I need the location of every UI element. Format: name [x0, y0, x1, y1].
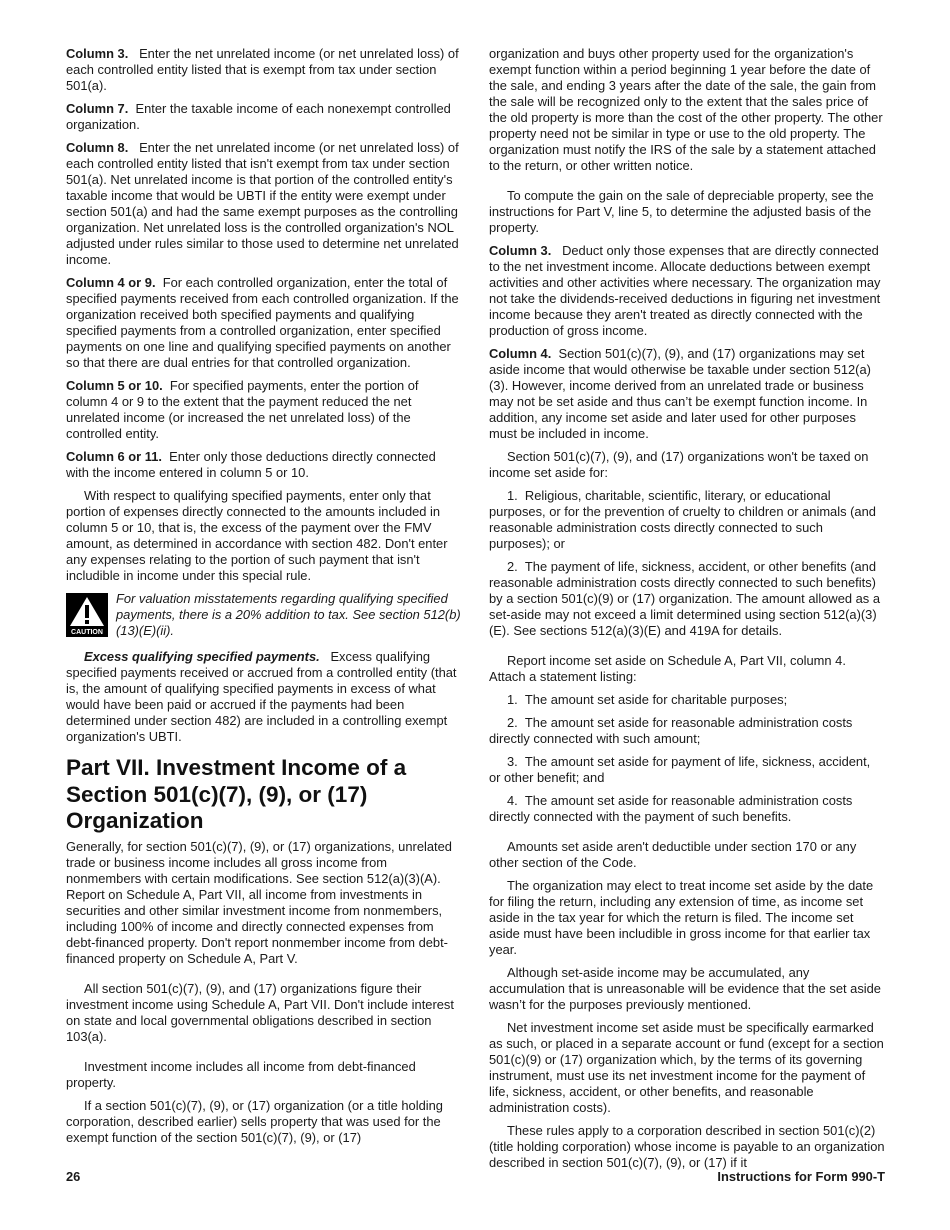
right-column-3-paragraph — [489, 243, 885, 339]
statement-list-item-2: 2. The amount set aside for reasonable administration costs directly connected with such amount; — [489, 715, 853, 746]
right-column-3-lead: Column 3. — [489, 243, 552, 258]
excess-payments-paragraph — [66, 649, 462, 745]
not-taxed-paragraph: Section 501(c)(7), (9), and (17) organizations won't be taxed on income set aside for: — [489, 449, 869, 480]
not-deductible-paragraph: Amounts set aside aren't deductible under section 170 or any other section of the Code. — [489, 839, 857, 870]
column-7-lead: Column 7. — [66, 101, 129, 116]
qualifying-payments-paragraph: With respect to qualifying specified payments, enter only that portion of expenses directly connected to the amounts included in column 5 or 10, that is, the excess of the payment over the FMV amount, as determined in accordance with section 482. Don't enter any expenses relating to the portion of such payment that isn't includible in income under this special rule. — [66, 488, 448, 583]
column-6-or-11-text: Enter only those deductions directly connected with the income entered in column 5 or 10. — [66, 449, 436, 480]
caution-icon — [66, 593, 108, 637]
column-8-lead: Column 8. — [66, 140, 129, 155]
column-6-or-11-paragraph — [66, 449, 462, 481]
title-holding-paragraph: These rules apply to a corporation described in section 501(c)(2) (title holding corporation) whose income is payable to an organization described in section 501(c)(7), (9), or (17) if it — [489, 1123, 885, 1170]
document-title: Instructions for Form 990-T — [717, 1169, 885, 1184]
column-8-text: Enter the net unrelated income (or net unrelated loss) of each controlled entity listed that isn't exempt from tax under section 501(a). Net unrelated income is that portion of the controlled entity's taxable income that would be UBTI if the entity were exempt under section 501(a) and had the same exempt purposes as the controlling organization. Net unrelated loss is the controlled organization's NOL adjusted under rules similar to those used to determine net unrelated income. — [66, 140, 459, 267]
column-4-or-9-text: For each controlled organization, enter the total of specified payments received from each controlled organization. If the organization received both specified payments and qualifying specified payments from a controlled organization, enter specified payments on one line and qualifying specified payments on another so that there are dual entries for that controlled organization. — [66, 275, 459, 370]
statement-list-item-3: 3. The amount set aside for payment of life, sickness, accident, or other benefit; and — [489, 754, 871, 785]
column-7-paragraph — [66, 101, 462, 133]
column-5-or-10-lead: Column 5 or 10. — [66, 378, 163, 393]
report-paragraph: Report income set aside on Schedule A, Part VII, column 4. Attach a statement listing: — [489, 653, 846, 684]
column-5-or-10-text: For specified payments, enter the portion of column 4 or 9 to the extent that the payment reduced the net unrelated income (or increased the net unrelated loss) of the controlled entity. — [66, 378, 419, 441]
right-column-3-text: Deduct only those expenses that are directly connected to the net investment income. Allocate deductions between exempt activities and other activities where necessary. The organization may not take the dividends-received deductions in figuring net investment income because they aren't treated as directly connected with the production of gross income. — [489, 243, 881, 338]
set-aside-item-1: 1. Religious, charitable, scientific, literary, or educational purposes, or for the prevention of cruelty to children or animals (and reasonable administration costs directly connected to such purposes); or — [489, 488, 876, 551]
election-paragraph: The organization may elect to treat income set aside by the date for filing the return, including any extension of time, as income set aside in the tax year for which the return is filed. The income set aside must have been includible in gross income for that earlier tax year. — [489, 878, 874, 957]
column-4-or-9-lead: Column 4 or 9. — [66, 275, 156, 290]
part-vii-debt-financed-paragraph: Investment income includes all income from debt-financed property. — [66, 1058, 416, 1090]
page-footer — [66, 1169, 885, 1184]
excess-payments-lead: Excess qualifying specified payments. — [84, 649, 320, 664]
column-3-lead: Column 3. — [66, 46, 129, 61]
column-6-or-11-lead: Column 6 or 11. — [66, 449, 162, 464]
gain-computation-paragraph: To compute the gain on the sale of depreciable property, see the instructions for Part V, line 5, to determine the adjusted basis of the property. — [489, 188, 874, 235]
sale-continuation-paragraph: organization and buys other property used for the organization's exempt function within a period beginning 1 year before the date of the sale, and ending 3 years after the date of the sale, the gain from the sale will be recognized only to the extent that the sales price of the old property is more than the cost of the other property. The other property need not be similar in type or use to the old property. The organization must notify the IRS of the sale by a statement attached to the return, or other written notice. — [489, 46, 883, 173]
caution-text: For valuation misstatements regarding qualifying specified payments, there is a 20% addition to tax. See section 512(b)(13)(E)(ii). — [116, 591, 461, 638]
part-vii-sale-paragraph: If a section 501(c)(7), (9), or (17) organization (or a title holding corporation, described earlier) sells property that was used for the exempt function of the section 501(c)(7), (9), or (17) — [66, 1097, 443, 1145]
part-vii-schedule-a-paragraph: All section 501(c)(7), (9), and (17) organizations figure their investment income using Schedule A, Part VII. Don't include interest on state and local governmental obligations described in section 103(a). — [66, 980, 454, 1044]
statement-list-item-4: 4. The amount set aside for reasonable administration costs directly connected with the payment of such benefits. — [489, 793, 853, 824]
column-5-or-10-paragraph — [66, 378, 462, 442]
column-4-lead: Column 4. — [489, 346, 552, 361]
column-3-paragraph — [66, 46, 462, 94]
part-vii-intro-paragraph: Generally, for section 501(c)(7), (9), or (17) organizations, unrelated trade or business income includes all gross income from nonmembers with certain modifications. See section 512(a)(3)(A). Report on Schedule A, Part VII, all income from investments in securities and other similar investment income from nonmembers, including 100% of income and directly connected expenses from debt-financed property. Don't report nonmember income from debt-financed property on Schedule A, Part V. — [66, 838, 452, 966]
caution-icon-label: CAUTION — [71, 629, 103, 636]
set-aside-item-2: 2. The payment of life, sickness, accident, or other benefits (and reasonable administration costs directly connected to such benefits) by a section 501(c)(9) or (17) organization. The amount allowed as a set-aside may not exceed a limit determined using section 512(a)(3)(E). See sections 512(a)(3)(E) and 419A for details. — [489, 559, 880, 638]
column-3-text: Enter the net unrelated income (or net unrelated loss) of each controlled entity listed that is exempt from tax under section 501(a). — [66, 46, 459, 93]
page-number: 26 — [66, 1169, 81, 1184]
column-4-paragraph — [489, 346, 885, 442]
part-vii-heading: Part VII. Investment Income of a Section 501(c)(7), (9), or (17) Organization — [66, 755, 407, 833]
excess-payments-text: Excess qualifying specified payments received or accrued from a controlled entity (that is, the amount of qualifying specified payments in excess of what would have been paid or accrued if the payments had been determined under section 482) are included in a controlling exempt organization's UBTI. — [66, 649, 457, 744]
accumulation-paragraph: Although set-aside income may be accumulated, any accumulation that is unreasonable will be evidence that the set aside wasn’t for the purposes previously mentioned. — [489, 965, 881, 1012]
caution-note — [66, 591, 462, 639]
earmark-paragraph: Net investment income set aside must be specifically earmarked as such, or placed in a separate account or fund (except for a section 501(c)(9) or (17) organization which, by the terms of its governing instrument, must use its net investment income for the payment of life, sickness, accident, or other benefits, and reasonable administration costs). — [489, 1020, 884, 1115]
column-8-paragraph — [66, 140, 462, 268]
column-4-text: Section 501(c)(7), (9), and (17) organizations may set aside income that would otherwise be taxable under section 512(a)(3). However, income derived from an unrelated trade or business may not be set aside and thus can’t be exempt function income. In addition, any income set aside and later used for other purposes must be included in income. — [489, 346, 871, 441]
column-4-or-9-paragraph — [66, 275, 462, 371]
left-column — [66, 46, 462, 1153]
right-column — [489, 46, 885, 1178]
statement-list-item-1: 1. The amount set aside for charitable purposes; — [507, 692, 788, 707]
column-7-text: Enter the taxable income of each nonexempt controlled organization. — [66, 101, 451, 132]
